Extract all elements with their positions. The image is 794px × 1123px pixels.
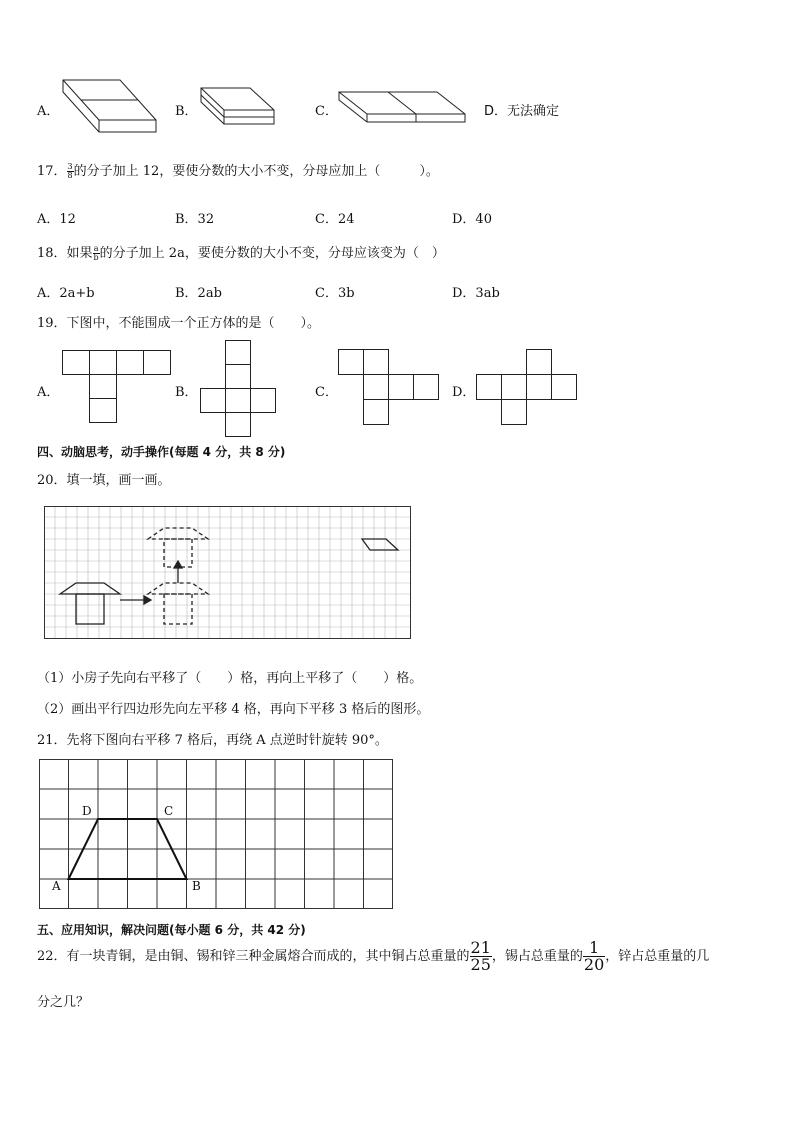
q21-grid-figure: [39, 759, 395, 911]
q18-stem: [37, 242, 445, 262]
q22-fraction-copper: [470, 940, 492, 973]
q17-number: 17．: [37, 164, 67, 179]
q16-option-a[interactable]: A．: [37, 104, 60, 119]
q16-option-c[interactable]: C．: [315, 104, 338, 119]
point-a-label: A: [52, 879, 61, 893]
q16-figure-c: [337, 90, 469, 126]
q22-f1-denominator: 25: [470, 955, 491, 974]
q19-option-c[interactable]: C．: [315, 385, 338, 400]
point-c-label: C: [164, 804, 174, 818]
q17-frac-denominator: 8: [67, 171, 73, 180]
q22-fraction-tin: [583, 940, 605, 973]
q17-option-a[interactable]: A．12: [37, 212, 76, 227]
q19-net-b: [200, 340, 276, 438]
section-4-heading: 四、动脑思考，动手操作(每题 4 分，共 8 分): [37, 445, 286, 459]
point-b-label: B: [192, 879, 201, 893]
q18-text: 的分子加上 2a，要使分数的大小不变，分母应该变为（ ）: [99, 246, 445, 261]
q19-option-d[interactable]: D．: [452, 385, 476, 400]
q22-stem: [37, 940, 709, 973]
q19-net-c: [338, 349, 440, 427]
q16-figure-a: [60, 78, 160, 134]
q19-net-d: [476, 349, 578, 427]
q18-frac-denominator: b: [93, 253, 99, 262]
q22-part3: ，锌占总重量的几: [605, 949, 710, 964]
q20-grid-figure: [44, 506, 412, 640]
q18-frac-numerator: a: [93, 244, 99, 253]
q17-option-c[interactable]: C．24: [315, 212, 355, 227]
q21-stem: 21．先将下图向右平移 7 格后，再绕 A 点逆时针旋转 90°。: [37, 733, 388, 748]
q17-text: 的分子加上 12，要使分数的大小不变，分母应加上（ ）。: [73, 164, 439, 179]
point-d-label: D: [82, 804, 92, 818]
q22-f2-denominator: 20: [583, 955, 605, 974]
q20-grid: [44, 506, 410, 638]
q22-line2: 分之几？: [37, 995, 90, 1010]
q18-option-b[interactable]: B．2ab: [175, 286, 222, 301]
house-original: [60, 583, 120, 624]
q18-option-c[interactable]: C．3b: [315, 286, 355, 301]
q20-sub1: （1）小房子先向右平移了（ ）格，再向上平移了（ ）格。: [37, 671, 423, 686]
q22-part1: 22．有一块青铜，是由铜、锡和锌三种金属熔合而成的，其中铜占总重量的: [37, 949, 470, 964]
q16-figure-b: [198, 86, 278, 128]
parallelogram: [362, 539, 398, 550]
q22-part2: ，锡占总重量的: [491, 949, 583, 964]
q19-stem: 19．下图中，不能围成一个正方体的是（ ）。: [37, 316, 321, 331]
q19-net-a: [62, 350, 172, 426]
q22-f2-numerator: 1: [583, 940, 605, 957]
q18-fraction: [93, 245, 100, 262]
section-5-heading: 五、应用知识，解决问题(每小题 6 分，共 42 分): [37, 923, 306, 937]
q21-grid: [39, 759, 393, 909]
q19-option-a[interactable]: A．: [37, 385, 60, 400]
q18-option-a[interactable]: A．2a+b: [37, 286, 95, 301]
q16-option-b[interactable]: B．: [175, 104, 198, 119]
house-arrow-right: [120, 596, 151, 604]
q18-prefix: 18．如果: [37, 246, 93, 261]
q17-fraction: [67, 163, 74, 180]
q22-f1-numerator: 21: [470, 938, 491, 957]
house-translated-right: [148, 583, 208, 624]
q19-option-b[interactable]: B．: [175, 385, 198, 400]
q17-stem: [37, 160, 439, 180]
q16-option-d[interactable]: D．无法确定: [484, 104, 560, 119]
q20-sub2: （2）画出平行四边形先向左平移 4 格，再向下平移 3 格后的图形。: [37, 702, 430, 717]
q20-stem: 20．填一填，画一画。: [37, 473, 171, 488]
q17-frac-numerator: 3: [67, 162, 73, 171]
q18-option-d[interactable]: D．3ab: [452, 286, 500, 301]
q17-option-b[interactable]: B．32: [175, 212, 215, 227]
q17-option-d[interactable]: D．40: [452, 212, 492, 227]
